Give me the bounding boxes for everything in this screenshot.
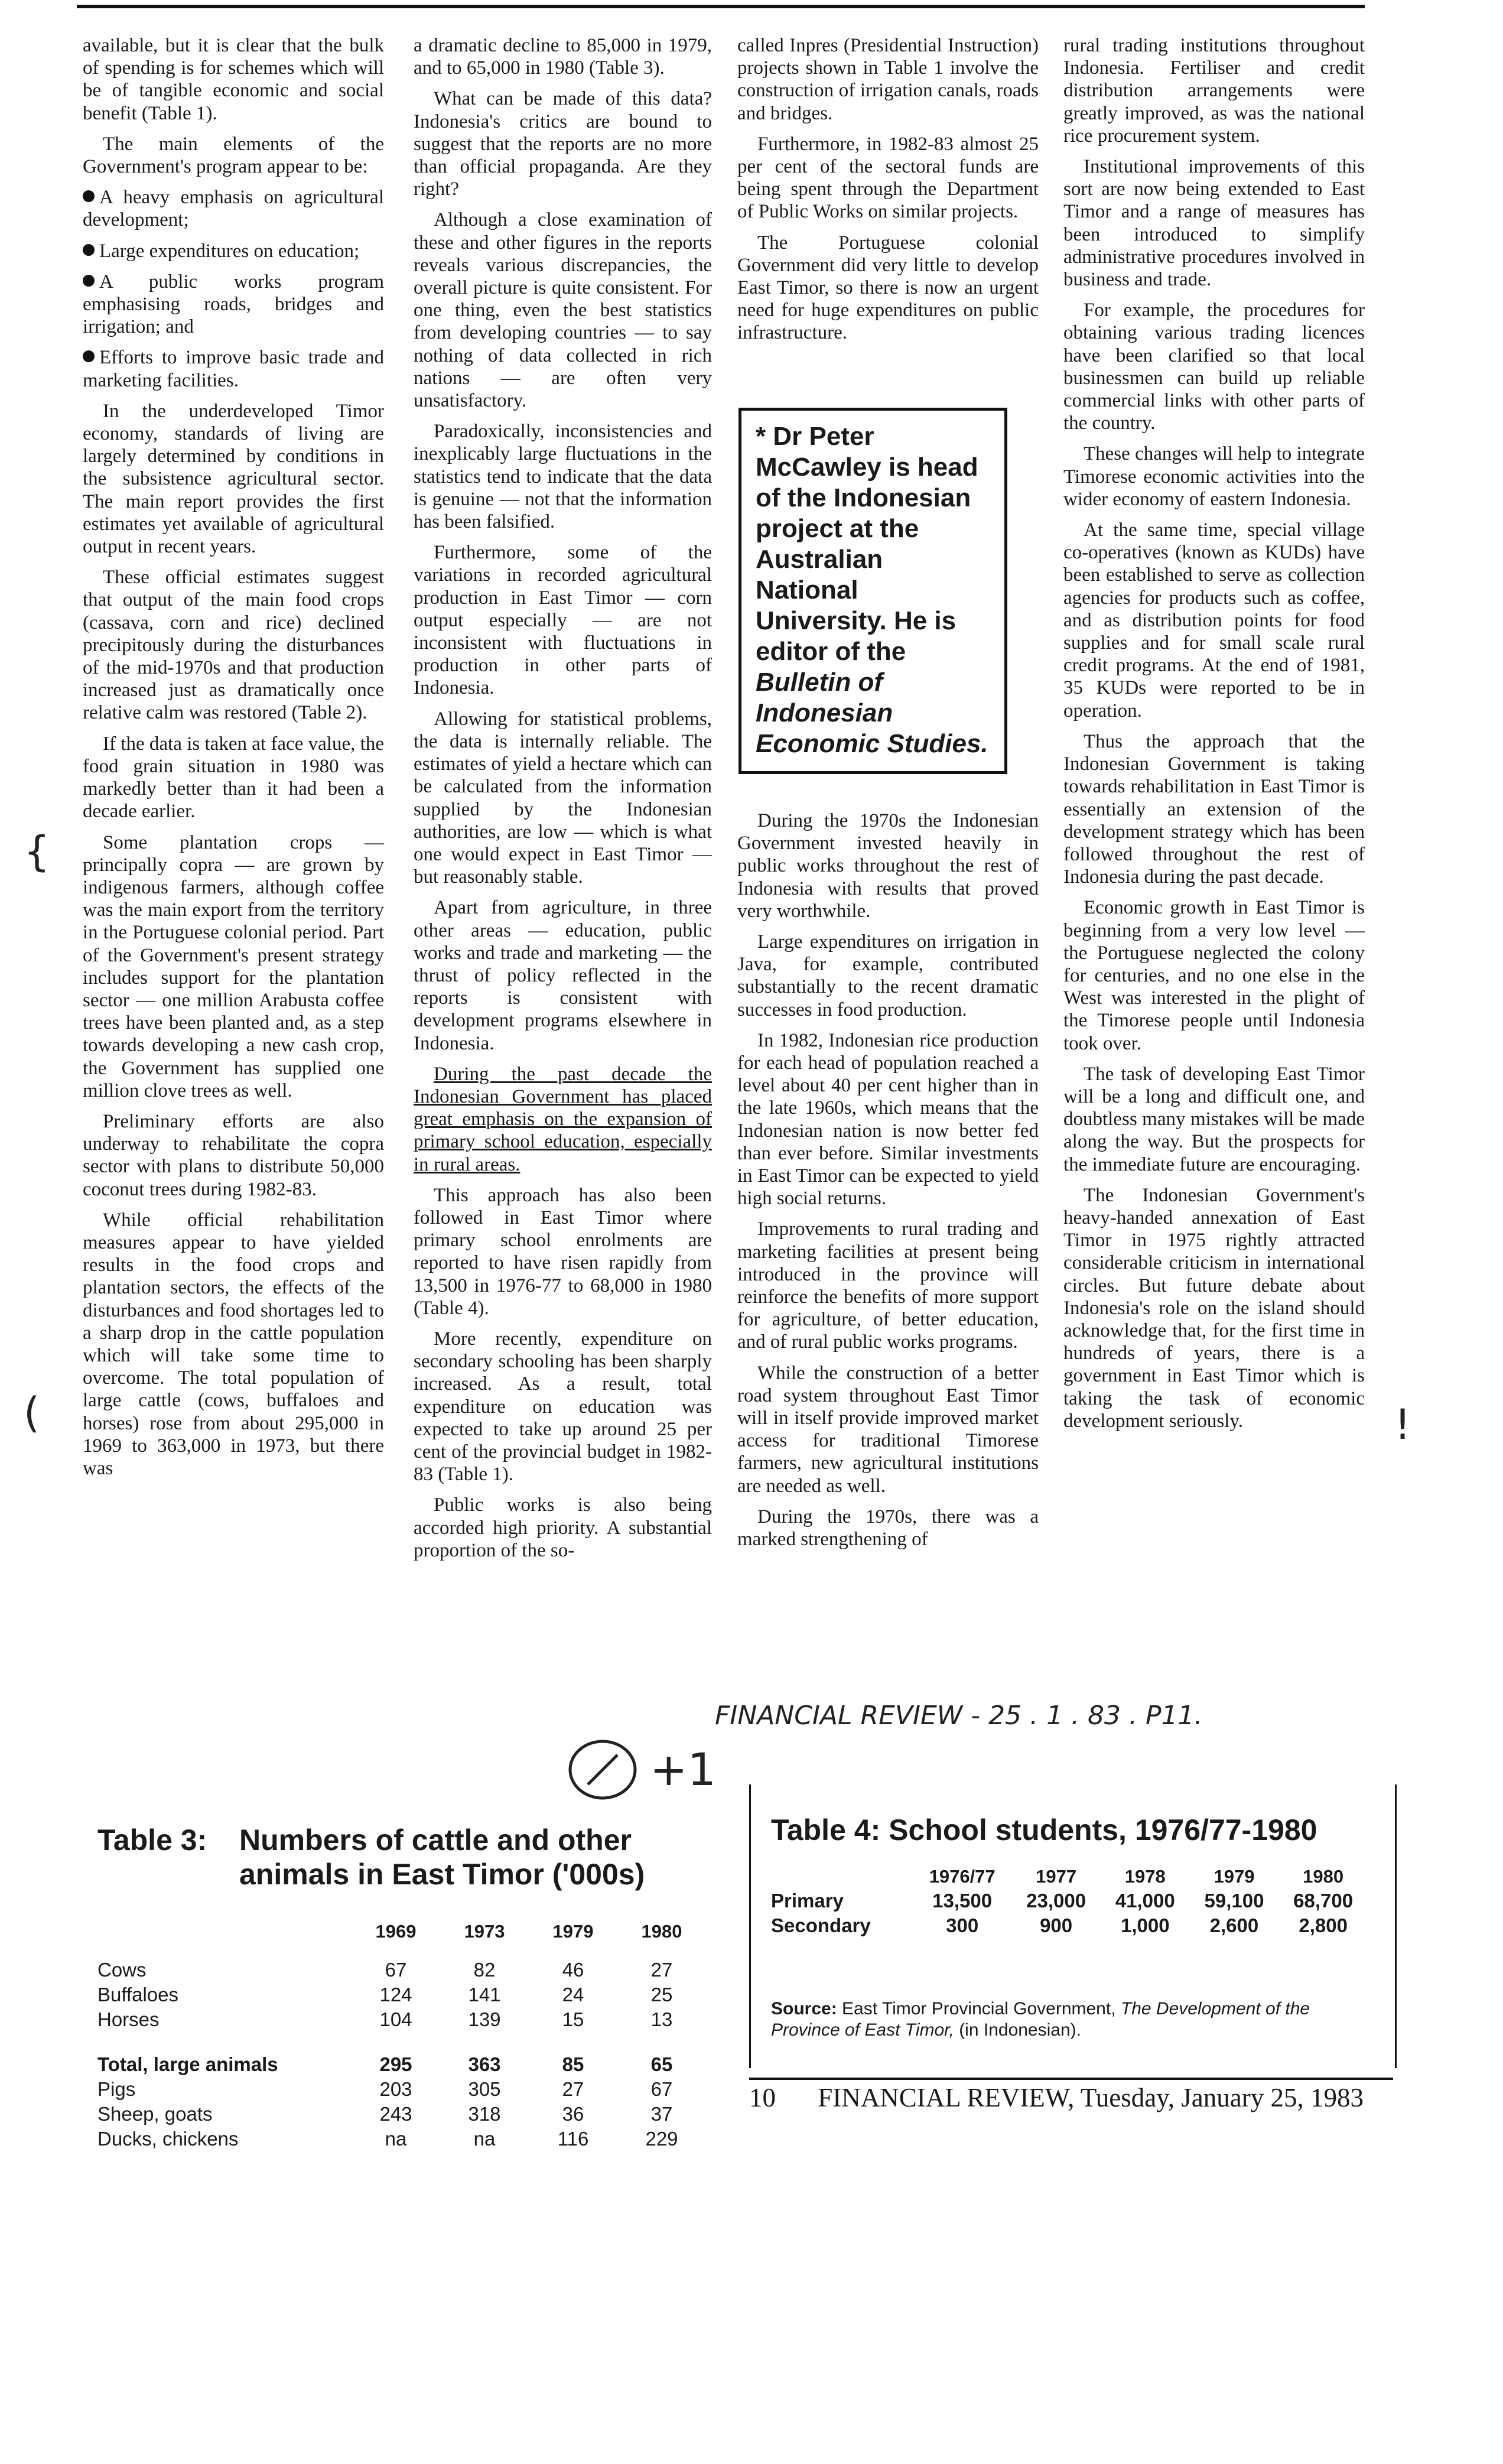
row-label: Pigs — [97, 2078, 136, 2100]
row-label: Sheep, goats — [97, 2103, 213, 2125]
paragraph: During the 1970s the Indonesian Government invested heavily in public works throughout the rest of Indonesia with results that proved very worthwhile. — [737, 810, 1039, 922]
row-label: Buffaloes — [97, 1984, 178, 2005]
table-row — [771, 1913, 1368, 1938]
paragraph: At the same time, special village co-operatives (known as KUDs) have been established to serve as collection agencies for products such as coffee, and as distribution points for food supplies and for small scale rural credit programs. At the end of 1981, 35 KUDs were reported to be in operation. — [1063, 519, 1365, 721]
paragraph: In the underdeveloped Timor economy, standards of living are largely determined by conditions in the subsistence agricultural sector. The main report provides the first estimates yet available of agricultural output in recent years. — [83, 400, 384, 558]
cell: 27 — [562, 2078, 584, 2100]
table-3-title: Numbers of cattle and other animals in East Timor ('000s) — [239, 1823, 645, 1891]
paragraph: Apart from agriculture, in three other areas — education, public works and trade and marketing — the thrust of policy reflected in the reports is consistent with development programs elsewhere in Indonesia. — [414, 897, 712, 1054]
cell: 41,000 — [1115, 1890, 1175, 1912]
table-row — [97, 2127, 706, 2151]
top-rule — [77, 5, 1365, 8]
table-3-grid — [97, 1920, 706, 2151]
column-header: 1977 — [1036, 1866, 1077, 1887]
article-column-1 — [83, 34, 384, 1488]
paragraph: Public works is also being accorded high priority. A substantial proportion of the so- — [414, 1494, 712, 1561]
table-total-row — [97, 2052, 706, 2077]
paragraph: These official estimates suggest that output of the main food crops (cassava, corn and rice) declined precipitously during the disturbances of the mid-1970s and that production increased just as dramatically once relative calm was restored (Table 2). — [83, 567, 384, 724]
journal-name: Bulletin of Indonesian Economic Studies. — [756, 668, 988, 758]
bracket-icon: ( — [24, 1389, 40, 1437]
paragraph: Thus the approach that the Indonesian Government is taking towards rehabilitation in East Timor is essentially an extension of the development strategy which has been followed throughout the rest of Indonesia during the past decade. — [1063, 730, 1365, 888]
cell: 104 — [379, 2008, 412, 2030]
cell: 65 — [650, 2053, 673, 2075]
row-label: Primary — [771, 1890, 844, 1912]
cell: 1,000 — [1120, 1914, 1170, 1936]
column-header: 1976/77 — [929, 1866, 996, 1887]
paragraph: rural trading institutions throughout Indonesia. Fertiliser and credit distribution arrangements were greatly improved, as was the national rice procurement system. — [1063, 35, 1365, 147]
paragraph: If the data is taken at face value, the food grain situation in 1980 was markedly better than it had been a decade earlier. — [83, 733, 384, 823]
table-4-source — [771, 1998, 1368, 2041]
cell: 124 — [379, 1984, 412, 2005]
table-row — [97, 2077, 706, 2102]
table-3 — [97, 1823, 706, 2151]
paragraph: Furthermore, in 1982-83 almost 25 per cent of the sectoral funds are being spent through the Department of Public Works on similar projects. — [737, 133, 1039, 223]
source-label: Source: — [771, 1999, 837, 2018]
table-4 — [771, 1813, 1368, 1938]
bullet-icon — [83, 244, 95, 256]
cell: 139 — [468, 2008, 501, 2030]
table-header-row — [771, 1865, 1368, 1888]
paragraph: More recently, expenditure on secondary schooling has been sharply increased. As a result, total expenditure on education was expected to take up around 25 per cent of the provincial budget in 1982-83 (Table 1). — [414, 1328, 712, 1485]
column-header: 1979 — [1214, 1866, 1255, 1887]
row-label: Cows — [97, 1959, 147, 1981]
cell: 229 — [645, 2128, 678, 2150]
cell: 82 — [473, 1959, 496, 1981]
paragraph: Large expenditures on irrigation in Java, for example, contributed substantially to the recent dramatic successes in food production. — [737, 931, 1039, 1020]
paragraph: While official rehabilitation measures appear to have yielded results in the food crops and plantation sectors, the effects of the disturbances and food shortages led to a sharp drop in the cattle population which will take some time to overcome. The total population of large cattle (cows, buffaloes and horses) rose from about 295,000 in 1969 to 363,000 in 1973, but there was — [83, 1209, 384, 1479]
publication-line: FINANCIAL REVIEW, Tuesday, January 25, 1983 — [818, 2083, 1364, 2112]
bullet-text: A public works program emphasising roads, bridges and irrigation; and — [83, 271, 384, 338]
cell: 116 — [557, 2128, 589, 2150]
cell: 67 — [385, 1959, 407, 1981]
paragraph: For example, the procedures for obtaining various trading licences have been clarified so that local businessmen can build up reliable commercial links with other parts of the country. — [1063, 300, 1365, 434]
cell: 305 — [468, 2078, 501, 2100]
cell: 46 — [562, 1959, 584, 1981]
bracket-icon: { — [24, 827, 50, 876]
source-title: The Development of the Province of East Timor, — [771, 1999, 1310, 2040]
paragraph: available, but it is clear that the bulk of spending is for schemes which will be of tangible economic and social benefit (Table 1). — [83, 35, 384, 124]
handwritten-plus-one: +1 — [650, 1743, 717, 1796]
table-4-title: Table 4: School students, 1976/77-1980 — [771, 1813, 1317, 1847]
cell: 203 — [379, 2078, 412, 2100]
bullet-text: A heavy emphasis on agricultural development; — [83, 187, 384, 231]
table-3-label: Table 3: — [97, 1823, 207, 1857]
table-4-grid — [771, 1865, 1368, 1938]
table-3-header — [97, 1823, 706, 1891]
article-column-4 — [1063, 34, 1365, 1441]
cell: na — [385, 2128, 407, 2150]
bullet-text: Large expenditures on education; — [99, 240, 360, 262]
paragraph-underlined: During the past decade the Indonesian Government has placed great emphasis on the expansion of primary school education, especially in rural areas. — [414, 1063, 712, 1175]
paragraph: The main elements of the Government's program appear to be: — [83, 133, 384, 178]
cell: 15 — [562, 2008, 584, 2030]
table-row — [771, 1888, 1368, 1913]
cell: 25 — [650, 1984, 673, 2005]
table-row — [97, 1958, 706, 1982]
paragraph: These changes will help to integrate Timorese economic activities into the wider economy of eastern Indonesia. — [1063, 443, 1365, 510]
bullet-item — [83, 271, 384, 339]
cell: 900 — [1040, 1914, 1073, 1936]
paragraph: In 1982, Indonesian rice production for each head of population reached a level about 40 per cent higher than in the late 1960s, which means that the Indonesian nation is now better fed than ever before. Similar investments in East Timor can be expected to yield high social returns. — [737, 1029, 1039, 1210]
bullet-icon — [83, 190, 95, 202]
bullet-icon — [83, 350, 95, 362]
cell: 85 — [562, 2053, 584, 2075]
cell: 13 — [650, 2008, 673, 2030]
paragraph: While the construction of a better road system throughout East Timor will in itself provide improved market access for traditional Timorese farmers, new agricultural institutions are needed as well. — [737, 1362, 1039, 1497]
paragraph: Allowing for statistical problems, the data is internally reliable. The estimates of yield a hectare which can be calculated from the information supplied by the Indonesian authorities, are low — which is what one would expect in East Timor — but reasonably stable. — [414, 708, 712, 888]
paragraph: Paradoxically, inconsistencies and inexplicably large fluctuations in the statistics tend to indicate that the data is genuine — not that the information has been falsified. — [414, 421, 712, 533]
paragraph: Economic growth in East Timor is beginning from a very low level — the Portuguese neglected the colony for centuries, and no one else in the West was interested in the plight of the Timorese people until Indonesia took over. — [1063, 897, 1365, 1054]
table-header-row — [97, 1920, 706, 1943]
paragraph: Some plantation crops — principally copra — are grown by indigenous farmers, although coffee was the main export from the territory in the Portuguese colonial period. Part of the Government's present strategy includes support for the plantation sector — one million Arabusta coffee trees have been planted and, as a step towards developing a new cash crop, the Government has supplied one million clove trees as well. — [83, 831, 384, 1101]
author-bio-text: * Dr Peter McCawley is head of the Indonesian project at the Australian National University. He is editor of the — [756, 422, 978, 666]
cell: 27 — [650, 1959, 673, 1981]
paragraph: Although a close examination of these and other figures in the reports reveals various discrepancies, the overall picture is quite consistent. For one thing, even the best statistics from developing countries — to say nothing of data collected in rich nations — are often very unsatisfactory. — [414, 209, 712, 412]
article-column-2 — [414, 34, 712, 1570]
cell: 59,100 — [1204, 1890, 1264, 1912]
paragraph: Preliminary efforts are also underway to rehabilitate the copra sector with plans to distribute 50,000 coconut trees during 1982-83. — [83, 1110, 384, 1200]
cell: na — [473, 2128, 496, 2150]
cell: 318 — [468, 2103, 501, 2125]
source-text: East Timor Provincial Government, — [842, 1999, 1116, 2018]
column-header: 1980 — [1303, 1866, 1344, 1887]
table-row — [97, 1982, 706, 2007]
table-row — [97, 2007, 706, 2032]
cell: 2,600 — [1209, 1914, 1259, 1936]
bullet-item — [83, 346, 384, 391]
article-column-3 — [737, 34, 1039, 353]
page-number: 10 — [749, 2083, 776, 2112]
page-footer — [749, 2078, 1393, 2113]
paragraph: The task of developing East Timor will be a long and difficult one, and doubtless many mistakes will be made along the way. But the prospects for the immediate future are encouraging. — [1063, 1063, 1365, 1175]
paragraph: During the 1970s, there was a marked strengthening of — [737, 1506, 1039, 1550]
column-header: 1973 — [464, 1921, 505, 1942]
paragraph: Furthermore, some of the variations in recorded agricultural production in East Timor — corn output especially — are not inconsistent with fluctuations in production in other parts of Indonesia. — [414, 542, 712, 699]
row-label: Secondary — [771, 1914, 871, 1936]
row-label: Total, large animals — [97, 2053, 278, 2075]
row-label: Horses — [97, 2008, 160, 2030]
paragraph: What can be made of this data? Indonesia's critics are bound to suggest that the reports are no more than official propaganda. Are they right? — [414, 88, 712, 200]
cell: 141 — [468, 1984, 501, 2005]
handwritten-source-note: FINANCIAL REVIEW - 25 . 1 . 83 . P11. — [715, 1701, 1203, 1731]
column-header: 1979 — [552, 1921, 594, 1942]
cell: 67 — [650, 2078, 673, 2100]
article-column-3-continued — [737, 810, 1039, 1559]
paragraph: Improvements to rural trading and marketing facilities at present being introduced in the province will reinforce the benefits of more support for agriculture, of better education, and of rural public works programs. — [737, 1218, 1039, 1353]
cell: 36 — [562, 2103, 584, 2125]
cell: 2,800 — [1299, 1914, 1348, 1936]
source-tail: (in Indonesian). — [959, 2020, 1081, 2040]
bullet-icon — [83, 275, 95, 287]
paragraph: The Indonesian Government's heavy-handed annexation of East Timor in 1975 rightly attracted considerable criticism in international circles. But future debate about Indonesia's role on the island should acknowledge that, for the first time in hundreds of years, there is a government in East Timor which is taking the task of economic development seriously. — [1063, 1184, 1365, 1432]
column-header: 1978 — [1124, 1866, 1166, 1887]
paragraph: This approach has also been followed in East Timor where primary school enrolments are reported to have risen rapidly from 13,500 in 1976-77 to 68,000 in 1980 (Table 4). — [414, 1184, 712, 1319]
bullet-item — [83, 186, 384, 231]
paragraph: called Inpres (Presidential Instruction) projects shown in Table 1 involve the construction of irrigation canals, roads and bridges. — [737, 35, 1039, 124]
cell: 243 — [379, 2103, 412, 2125]
table-row — [97, 2102, 706, 2127]
exclamation-icon: ! — [1394, 1400, 1411, 1449]
paragraph: The Portuguese colonial Government did very little to develop East Timor, so there is now an urgent need for huge expenditures on public infrastructure. — [737, 232, 1039, 344]
cell: 13,500 — [932, 1890, 993, 1912]
author-bio-box — [739, 408, 1007, 774]
cell: 295 — [379, 2053, 412, 2075]
cell: 23,000 — [1026, 1890, 1086, 1912]
cell: 363 — [468, 2053, 501, 2075]
cell: 37 — [650, 2103, 673, 2125]
paragraph: Institutional improvements of this sort are now being extended to East Timor and a range of measures has been introduced to simplify administrative procedures involved in business and trade. — [1063, 156, 1365, 291]
column-header: 1969 — [375, 1921, 417, 1942]
cell: 300 — [946, 1914, 979, 1936]
cell: 68,700 — [1293, 1890, 1354, 1912]
cell: 24 — [562, 1984, 584, 2005]
paragraph: a dramatic decline to 85,000 in 1979, and to 65,000 in 1980 (Table 3). — [414, 35, 712, 79]
row-label: Ducks, chickens — [97, 2128, 239, 2150]
column-header: 1980 — [641, 1921, 682, 1942]
bullet-text: Efforts to improve basic trade and marketing facilities. — [83, 347, 384, 391]
bullet-item — [83, 240, 384, 262]
